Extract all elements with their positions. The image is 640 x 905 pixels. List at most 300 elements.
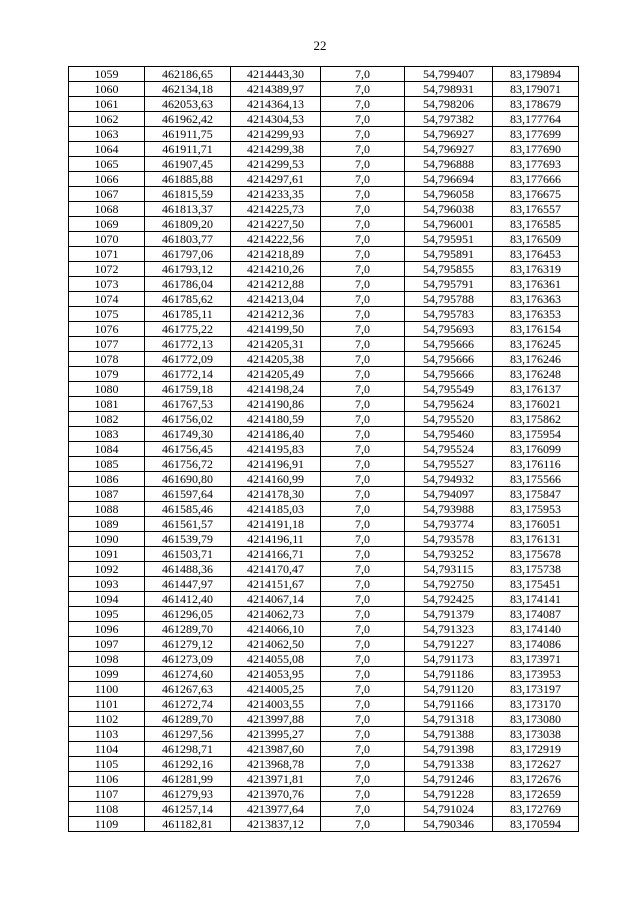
x-coordinate-cell: 461797,06 <box>145 247 231 262</box>
x-coordinate-cell: 461597,64 <box>145 487 231 502</box>
longitude-cell: 83,173080 <box>493 712 579 727</box>
latitude-cell: 54,793774 <box>405 517 493 532</box>
longitude-cell: 83,176099 <box>493 442 579 457</box>
latitude-cell: 54,795520 <box>405 412 493 427</box>
longitude-cell: 83,173971 <box>493 652 579 667</box>
longitude-cell: 83,176116 <box>493 457 579 472</box>
latitude-cell: 54,795666 <box>405 367 493 382</box>
y-coordinate-cell: 4214205,31 <box>231 337 321 352</box>
table-row <box>69 742 579 757</box>
x-coordinate-cell: 461561,57 <box>145 517 231 532</box>
point-number-cell: 1063 <box>69 127 145 142</box>
x-coordinate-cell: 461281,99 <box>145 772 231 787</box>
latitude-cell: 54,795693 <box>405 322 493 337</box>
table-row <box>69 232 579 247</box>
longitude-cell: 83,176021 <box>493 397 579 412</box>
y-coordinate-cell: 4214185,03 <box>231 502 321 517</box>
x-coordinate-cell: 461690,80 <box>145 472 231 487</box>
value-cell: 7,0 <box>321 397 405 412</box>
x-coordinate-cell: 461279,12 <box>145 637 231 652</box>
latitude-cell: 54,795783 <box>405 307 493 322</box>
longitude-cell: 83,176353 <box>493 307 579 322</box>
value-cell: 7,0 <box>321 532 405 547</box>
latitude-cell: 54,799407 <box>405 67 493 82</box>
latitude-cell: 54,796001 <box>405 217 493 232</box>
value-cell: 7,0 <box>321 412 405 427</box>
longitude-cell: 83,175953 <box>493 502 579 517</box>
table-row <box>69 772 579 787</box>
longitude-cell: 83,173953 <box>493 667 579 682</box>
point-number-cell: 1059 <box>69 67 145 82</box>
x-coordinate-cell: 461289,70 <box>145 712 231 727</box>
value-cell: 7,0 <box>321 802 405 817</box>
y-coordinate-cell: 4213837,12 <box>231 817 321 832</box>
x-coordinate-cell: 461793,12 <box>145 262 231 277</box>
point-number-cell: 1087 <box>69 487 145 502</box>
latitude-cell: 54,792750 <box>405 577 493 592</box>
point-number-cell: 1088 <box>69 502 145 517</box>
point-number-cell: 1072 <box>69 262 145 277</box>
longitude-cell: 83,176361 <box>493 277 579 292</box>
longitude-cell: 83,176675 <box>493 187 579 202</box>
y-coordinate-cell: 4214191,18 <box>231 517 321 532</box>
longitude-cell: 83,173038 <box>493 727 579 742</box>
point-number-cell: 1098 <box>69 652 145 667</box>
y-coordinate-cell: 4214166,71 <box>231 547 321 562</box>
point-number-cell: 1080 <box>69 382 145 397</box>
longitude-cell: 83,173197 <box>493 682 579 697</box>
latitude-cell: 54,790346 <box>405 817 493 832</box>
point-number-cell: 1077 <box>69 337 145 352</box>
point-number-cell: 1103 <box>69 727 145 742</box>
x-coordinate-cell: 461911,71 <box>145 142 231 157</box>
point-number-cell: 1109 <box>69 817 145 832</box>
y-coordinate-cell: 4214389,97 <box>231 82 321 97</box>
latitude-cell: 54,796927 <box>405 142 493 157</box>
latitude-cell: 54,795527 <box>405 457 493 472</box>
x-coordinate-cell: 461749,30 <box>145 427 231 442</box>
x-coordinate-cell: 461767,53 <box>145 397 231 412</box>
value-cell: 7,0 <box>321 322 405 337</box>
x-coordinate-cell: 461786,04 <box>145 277 231 292</box>
page-number: 22 <box>313 38 327 53</box>
table-row <box>69 652 579 667</box>
point-number-cell: 1067 <box>69 187 145 202</box>
longitude-cell: 83,175738 <box>493 562 579 577</box>
value-cell: 7,0 <box>321 157 405 172</box>
latitude-cell: 54,793578 <box>405 532 493 547</box>
value-cell: 7,0 <box>321 592 405 607</box>
x-coordinate-cell: 461775,22 <box>145 322 231 337</box>
coordinates-table <box>68 66 579 832</box>
value-cell: 7,0 <box>321 817 405 832</box>
longitude-cell: 83,172676 <box>493 772 579 787</box>
point-number-cell: 1074 <box>69 292 145 307</box>
value-cell: 7,0 <box>321 442 405 457</box>
table-row <box>69 157 579 172</box>
longitude-cell: 83,175847 <box>493 487 579 502</box>
value-cell: 7,0 <box>321 637 405 652</box>
longitude-cell: 83,174087 <box>493 607 579 622</box>
table-row <box>69 727 579 742</box>
y-coordinate-cell: 4214160,99 <box>231 472 321 487</box>
point-number-cell: 1105 <box>69 757 145 772</box>
value-cell: 7,0 <box>321 247 405 262</box>
longitude-cell: 83,177693 <box>493 157 579 172</box>
y-coordinate-cell: 4214304,53 <box>231 112 321 127</box>
point-number-cell: 1061 <box>69 97 145 112</box>
x-coordinate-cell: 461772,09 <box>145 352 231 367</box>
y-coordinate-cell: 4214297,61 <box>231 172 321 187</box>
latitude-cell: 54,791379 <box>405 607 493 622</box>
latitude-cell: 54,793252 <box>405 547 493 562</box>
value-cell: 7,0 <box>321 427 405 442</box>
table-row <box>69 712 579 727</box>
table-row <box>69 682 579 697</box>
value-cell: 7,0 <box>321 352 405 367</box>
latitude-cell: 54,791024 <box>405 802 493 817</box>
value-cell: 7,0 <box>321 382 405 397</box>
y-coordinate-cell: 4214003,55 <box>231 697 321 712</box>
y-coordinate-cell: 4213968,78 <box>231 757 321 772</box>
value-cell: 7,0 <box>321 337 405 352</box>
x-coordinate-cell: 461772,14 <box>145 367 231 382</box>
longitude-cell: 83,176585 <box>493 217 579 232</box>
longitude-cell: 83,175862 <box>493 412 579 427</box>
x-coordinate-cell: 461503,71 <box>145 547 231 562</box>
x-coordinate-cell: 461297,56 <box>145 727 231 742</box>
table-row <box>69 67 579 82</box>
point-number-cell: 1104 <box>69 742 145 757</box>
table-row <box>69 367 579 382</box>
y-coordinate-cell: 4214005,25 <box>231 682 321 697</box>
latitude-cell: 54,795624 <box>405 397 493 412</box>
point-number-cell: 1078 <box>69 352 145 367</box>
latitude-cell: 54,796694 <box>405 172 493 187</box>
y-coordinate-cell: 4214364,13 <box>231 97 321 112</box>
longitude-cell: 83,176557 <box>493 202 579 217</box>
latitude-cell: 54,791227 <box>405 637 493 652</box>
longitude-cell: 83,176131 <box>493 532 579 547</box>
point-number-cell: 1071 <box>69 247 145 262</box>
point-number-cell: 1070 <box>69 232 145 247</box>
x-coordinate-cell: 462186,65 <box>145 67 231 82</box>
value-cell: 7,0 <box>321 82 405 97</box>
longitude-cell: 83,175954 <box>493 427 579 442</box>
y-coordinate-cell: 4214299,53 <box>231 157 321 172</box>
latitude-cell: 54,794097 <box>405 487 493 502</box>
x-coordinate-cell: 461296,05 <box>145 607 231 622</box>
point-number-cell: 1107 <box>69 787 145 802</box>
value-cell: 7,0 <box>321 112 405 127</box>
table-row <box>69 517 579 532</box>
latitude-cell: 54,797382 <box>405 112 493 127</box>
longitude-cell: 83,176363 <box>493 292 579 307</box>
point-number-cell: 1097 <box>69 637 145 652</box>
x-coordinate-cell: 461279,93 <box>145 787 231 802</box>
value-cell: 7,0 <box>321 667 405 682</box>
coordinates-table-body <box>69 67 579 832</box>
table-row <box>69 802 579 817</box>
value-cell: 7,0 <box>321 127 405 142</box>
latitude-cell: 54,794932 <box>405 472 493 487</box>
point-number-cell: 1068 <box>69 202 145 217</box>
value-cell: 7,0 <box>321 682 405 697</box>
x-coordinate-cell: 461813,37 <box>145 202 231 217</box>
longitude-cell: 83,177764 <box>493 112 579 127</box>
x-coordinate-cell: 461292,16 <box>145 757 231 772</box>
y-coordinate-cell: 4214170,47 <box>231 562 321 577</box>
point-number-cell: 1086 <box>69 472 145 487</box>
y-coordinate-cell: 4213987,60 <box>231 742 321 757</box>
longitude-cell: 83,176137 <box>493 382 579 397</box>
table-row <box>69 487 579 502</box>
table-row <box>69 127 579 142</box>
longitude-cell: 83,177699 <box>493 127 579 142</box>
y-coordinate-cell: 4214299,93 <box>231 127 321 142</box>
table-row <box>69 502 579 517</box>
longitude-cell: 83,176154 <box>493 322 579 337</box>
y-coordinate-cell: 4214062,73 <box>231 607 321 622</box>
table-row <box>69 337 579 352</box>
latitude-cell: 54,795524 <box>405 442 493 457</box>
value-cell: 7,0 <box>321 172 405 187</box>
table-row <box>69 547 579 562</box>
point-number-cell: 1108 <box>69 802 145 817</box>
latitude-cell: 54,796058 <box>405 187 493 202</box>
value-cell: 7,0 <box>321 202 405 217</box>
latitude-cell: 54,798931 <box>405 82 493 97</box>
y-coordinate-cell: 4214443,30 <box>231 67 321 82</box>
table-row <box>69 457 579 472</box>
point-number-cell: 1066 <box>69 172 145 187</box>
value-cell: 7,0 <box>321 307 405 322</box>
value-cell: 7,0 <box>321 577 405 592</box>
table-row <box>69 142 579 157</box>
y-coordinate-cell: 4214218,89 <box>231 247 321 262</box>
point-number-cell: 1094 <box>69 592 145 607</box>
y-coordinate-cell: 4214178,30 <box>231 487 321 502</box>
table-row <box>69 562 579 577</box>
point-number-cell: 1073 <box>69 277 145 292</box>
x-coordinate-cell: 462053,63 <box>145 97 231 112</box>
y-coordinate-cell: 4213997,88 <box>231 712 321 727</box>
table-row <box>69 757 579 772</box>
x-coordinate-cell: 461907,45 <box>145 157 231 172</box>
longitude-cell: 83,174086 <box>493 637 579 652</box>
point-number-cell: 1085 <box>69 457 145 472</box>
longitude-cell: 83,176051 <box>493 517 579 532</box>
y-coordinate-cell: 4214196,91 <box>231 457 321 472</box>
table-row <box>69 622 579 637</box>
longitude-cell: 83,179894 <box>493 67 579 82</box>
point-number-cell: 1082 <box>69 412 145 427</box>
latitude-cell: 54,791388 <box>405 727 493 742</box>
x-coordinate-cell: 461756,02 <box>145 412 231 427</box>
latitude-cell: 54,791166 <box>405 697 493 712</box>
latitude-cell: 54,791186 <box>405 667 493 682</box>
latitude-cell: 54,791120 <box>405 682 493 697</box>
table-row <box>69 697 579 712</box>
latitude-cell: 54,791228 <box>405 787 493 802</box>
value-cell: 7,0 <box>321 187 405 202</box>
point-number-cell: 1064 <box>69 142 145 157</box>
table-row <box>69 532 579 547</box>
x-coordinate-cell: 461772,13 <box>145 337 231 352</box>
table-row <box>69 307 579 322</box>
x-coordinate-cell: 461809,20 <box>145 217 231 232</box>
value-cell: 7,0 <box>321 457 405 472</box>
x-coordinate-cell: 461756,45 <box>145 442 231 457</box>
table-row <box>69 382 579 397</box>
x-coordinate-cell: 461267,63 <box>145 682 231 697</box>
table-row <box>69 412 579 427</box>
value-cell: 7,0 <box>321 232 405 247</box>
x-coordinate-cell: 461785,11 <box>145 307 231 322</box>
point-number-cell: 1075 <box>69 307 145 322</box>
y-coordinate-cell: 4214151,67 <box>231 577 321 592</box>
y-coordinate-cell: 4214053,95 <box>231 667 321 682</box>
table-row <box>69 787 579 802</box>
longitude-cell: 83,172769 <box>493 802 579 817</box>
latitude-cell: 54,793115 <box>405 562 493 577</box>
table-row <box>69 817 579 832</box>
table-row <box>69 187 579 202</box>
latitude-cell: 54,796888 <box>405 157 493 172</box>
value-cell: 7,0 <box>321 787 405 802</box>
longitude-cell: 83,174141 <box>493 592 579 607</box>
y-coordinate-cell: 4214233,35 <box>231 187 321 202</box>
point-number-cell: 1100 <box>69 682 145 697</box>
y-coordinate-cell: 4214225,73 <box>231 202 321 217</box>
y-coordinate-cell: 4214212,88 <box>231 277 321 292</box>
x-coordinate-cell: 461274,60 <box>145 667 231 682</box>
y-coordinate-cell: 4214213,04 <box>231 292 321 307</box>
value-cell: 7,0 <box>321 142 405 157</box>
table-row <box>69 427 579 442</box>
y-coordinate-cell: 4214198,24 <box>231 382 321 397</box>
x-coordinate-cell: 461447,97 <box>145 577 231 592</box>
latitude-cell: 54,795855 <box>405 262 493 277</box>
point-number-cell: 1060 <box>69 82 145 97</box>
latitude-cell: 54,795951 <box>405 232 493 247</box>
value-cell: 7,0 <box>321 562 405 577</box>
value-cell: 7,0 <box>321 547 405 562</box>
value-cell: 7,0 <box>321 757 405 772</box>
value-cell: 7,0 <box>321 772 405 787</box>
table-row <box>69 637 579 652</box>
y-coordinate-cell: 4214055,08 <box>231 652 321 667</box>
table-row <box>69 202 579 217</box>
table-row <box>69 472 579 487</box>
longitude-cell: 83,178679 <box>493 97 579 112</box>
y-coordinate-cell: 4214205,49 <box>231 367 321 382</box>
latitude-cell: 54,791338 <box>405 757 493 772</box>
table-row <box>69 667 579 682</box>
x-coordinate-cell: 461885,88 <box>145 172 231 187</box>
point-number-cell: 1081 <box>69 397 145 412</box>
y-coordinate-cell: 4214190,86 <box>231 397 321 412</box>
longitude-cell: 83,175566 <box>493 472 579 487</box>
y-coordinate-cell: 4214196,11 <box>231 532 321 547</box>
latitude-cell: 54,795791 <box>405 277 493 292</box>
longitude-cell: 83,172919 <box>493 742 579 757</box>
longitude-cell: 83,175678 <box>493 547 579 562</box>
longitude-cell: 83,176245 <box>493 337 579 352</box>
x-coordinate-cell: 461539,79 <box>145 532 231 547</box>
y-coordinate-cell: 4214195,83 <box>231 442 321 457</box>
table-row <box>69 607 579 622</box>
table-row <box>69 172 579 187</box>
latitude-cell: 54,791398 <box>405 742 493 757</box>
value-cell: 7,0 <box>321 292 405 307</box>
y-coordinate-cell: 4214212,36 <box>231 307 321 322</box>
value-cell: 7,0 <box>321 652 405 667</box>
table-row <box>69 322 579 337</box>
y-coordinate-cell: 4214066,10 <box>231 622 321 637</box>
point-number-cell: 1102 <box>69 712 145 727</box>
longitude-cell: 83,176319 <box>493 262 579 277</box>
latitude-cell: 54,795891 <box>405 247 493 262</box>
table-row <box>69 277 579 292</box>
longitude-cell: 83,173170 <box>493 697 579 712</box>
y-coordinate-cell: 4214205,38 <box>231 352 321 367</box>
longitude-cell: 83,176509 <box>493 232 579 247</box>
value-cell: 7,0 <box>321 262 405 277</box>
longitude-cell: 83,174140 <box>493 622 579 637</box>
y-coordinate-cell: 4213971,81 <box>231 772 321 787</box>
table-row <box>69 352 579 367</box>
latitude-cell: 54,796038 <box>405 202 493 217</box>
longitude-cell: 83,176248 <box>493 367 579 382</box>
point-number-cell: 1093 <box>69 577 145 592</box>
y-coordinate-cell: 4214222,56 <box>231 232 321 247</box>
longitude-cell: 83,176453 <box>493 247 579 262</box>
x-coordinate-cell: 461412,40 <box>145 592 231 607</box>
point-number-cell: 1091 <box>69 547 145 562</box>
x-coordinate-cell: 461182,81 <box>145 817 231 832</box>
table-row <box>69 442 579 457</box>
latitude-cell: 54,795666 <box>405 337 493 352</box>
longitude-cell: 83,177690 <box>493 142 579 157</box>
latitude-cell: 54,791173 <box>405 652 493 667</box>
x-coordinate-cell: 461585,46 <box>145 502 231 517</box>
table-row <box>69 592 579 607</box>
latitude-cell: 54,791323 <box>405 622 493 637</box>
x-coordinate-cell: 461289,70 <box>145 622 231 637</box>
value-cell: 7,0 <box>321 697 405 712</box>
value-cell: 7,0 <box>321 97 405 112</box>
point-number-cell: 1062 <box>69 112 145 127</box>
x-coordinate-cell: 461272,74 <box>145 697 231 712</box>
point-number-cell: 1099 <box>69 667 145 682</box>
latitude-cell: 54,796927 <box>405 127 493 142</box>
point-number-cell: 1095 <box>69 607 145 622</box>
x-coordinate-cell: 462134,18 <box>145 82 231 97</box>
x-coordinate-cell: 461298,71 <box>145 742 231 757</box>
x-coordinate-cell: 461803,77 <box>145 232 231 247</box>
point-number-cell: 1076 <box>69 322 145 337</box>
longitude-cell: 83,172627 <box>493 757 579 772</box>
value-cell: 7,0 <box>321 727 405 742</box>
y-coordinate-cell: 4214062,50 <box>231 637 321 652</box>
table-row <box>69 97 579 112</box>
x-coordinate-cell: 461488,36 <box>145 562 231 577</box>
latitude-cell: 54,795549 <box>405 382 493 397</box>
value-cell: 7,0 <box>321 217 405 232</box>
value-cell: 7,0 <box>321 607 405 622</box>
value-cell: 7,0 <box>321 622 405 637</box>
